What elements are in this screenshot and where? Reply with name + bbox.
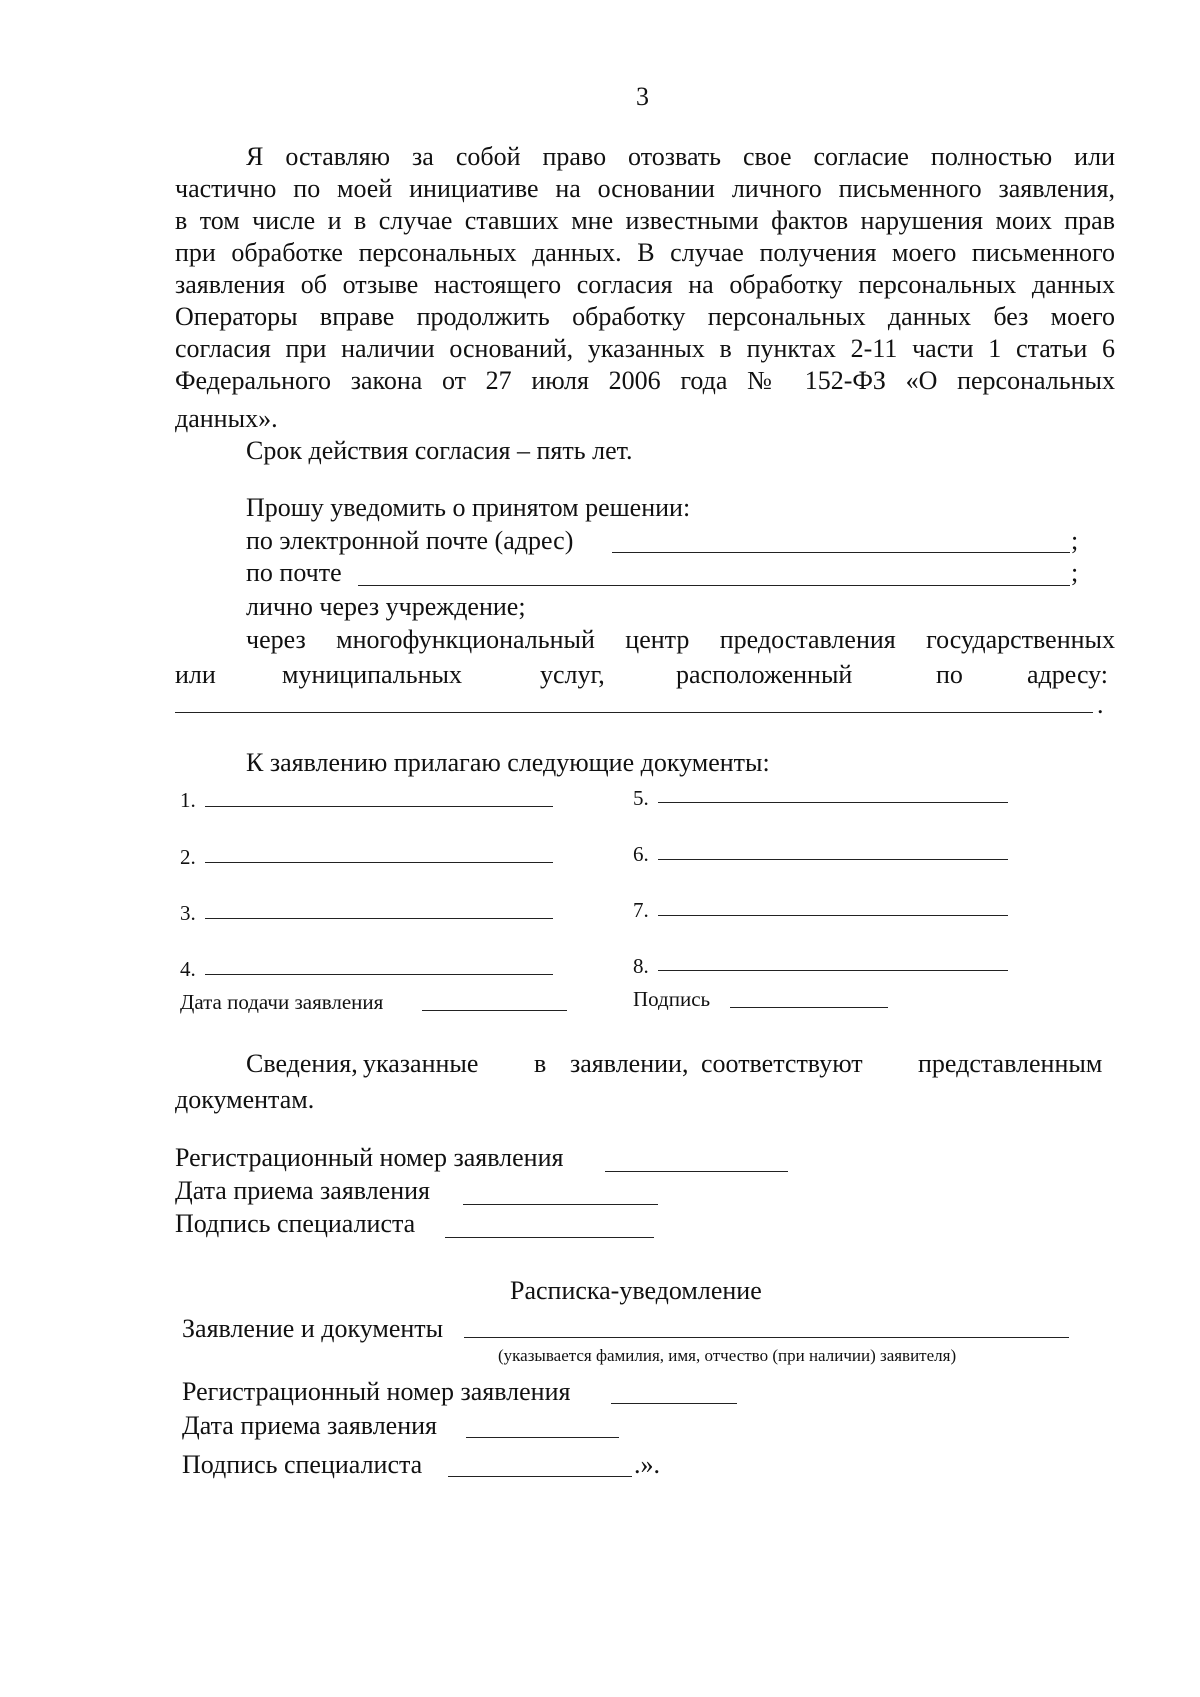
receipt-accept-date-label: Дата приема заявления <box>182 1411 438 1440</box>
mfc-word: адресу: <box>1027 660 1109 689</box>
mfc-word: или <box>175 660 216 689</box>
attachment-field-1[interactable] <box>205 806 553 807</box>
paragraph-line: частично по моей инициативе на основании личного письменного заявления, <box>175 174 1115 203</box>
attachment-number: 7. <box>633 898 649 922</box>
confirmation-word: Сведения, <box>246 1049 358 1078</box>
attachment-field-3[interactable] <box>205 918 553 919</box>
receipt-specialist-sign-field[interactable] <box>448 1476 632 1477</box>
reg-number-field[interactable] <box>605 1171 788 1172</box>
receipt-specialist-sign-label: Подпись специалиста <box>182 1450 423 1479</box>
mfc-option-line1: через многофункциональный центр предоставления государственных <box>246 625 1115 654</box>
accept-date-label: Дата приема заявления <box>175 1176 431 1205</box>
in-person-option: лично через учреждение; <box>246 592 526 621</box>
confirmation-word: представленным <box>918 1049 1103 1078</box>
attachment-field-5[interactable] <box>658 802 1008 803</box>
mfc-word: муниципальных <box>282 660 463 689</box>
attachment-number: 1. <box>180 788 196 812</box>
attachment-field-2[interactable] <box>205 862 553 863</box>
confirmation-line2: документам. <box>175 1085 315 1114</box>
attachment-number: 8. <box>633 954 649 978</box>
attachment-number: 3. <box>180 901 196 925</box>
validity-statement: Срок действия согласия – пять лет. <box>246 436 633 465</box>
paragraph-line: заявления об отзыве настоящего согласия на обработку персональных данных <box>175 270 1115 299</box>
receipt-docs-hint: (указывается фамилия, имя, отчество (при наличии) заявителя) <box>498 1346 957 1365</box>
receipt-docs-label: Заявление и документы <box>182 1314 444 1343</box>
mfc-word: услуг, <box>540 660 605 689</box>
semicolon: ; <box>1071 558 1079 587</box>
mfc-word: по <box>936 660 963 689</box>
mfc-word: расположенный <box>676 660 853 689</box>
attachment-field-4[interactable] <box>205 974 553 975</box>
specialist-sign-field[interactable] <box>445 1237 654 1238</box>
post-label: по почте <box>246 558 342 587</box>
page-number: 3 <box>636 82 649 111</box>
attachment-field-8[interactable] <box>658 970 1008 971</box>
applicant-signature-field[interactable] <box>730 1007 888 1008</box>
confirmation-word: соответствуют <box>701 1049 863 1078</box>
semicolon: ; <box>1071 526 1079 555</box>
receipt-closing: .». <box>634 1450 660 1479</box>
attachment-number: 6. <box>633 842 649 866</box>
confirmation-word: заявлении, <box>570 1049 689 1078</box>
specialist-sign-label: Подпись специалиста <box>175 1209 416 1238</box>
attachment-number: 5. <box>633 786 649 810</box>
receipt-accept-date-field[interactable] <box>466 1437 619 1438</box>
paragraph-line: при обработке персональных данных. В случае получения моего письменного <box>175 238 1115 267</box>
receipt-reg-number-field[interactable] <box>611 1403 737 1404</box>
paragraph-line: данных». <box>175 404 278 433</box>
attachment-number: 2. <box>180 845 196 869</box>
paragraph-line: в том числе и в случае ставших мне известными фактов нарушения моих прав <box>175 206 1115 235</box>
submission-date-field[interactable] <box>422 1010 567 1011</box>
receipt-title: Расписка-уведомление <box>510 1276 762 1305</box>
paragraph-line: согласия при наличии оснований, указанных в пунктах 2-11 части 1 статьи 6 <box>175 334 1115 363</box>
notify-heading: Прошу уведомить о принятом решении: <box>246 493 691 522</box>
postal-address-field[interactable] <box>358 585 1070 586</box>
applicant-signature-label: Подпись <box>633 987 711 1011</box>
paragraph-line: Федерального закона от 27 июля 2006 года № 152-ФЗ «О персональных <box>175 366 1115 395</box>
paragraph-line: Операторы вправе продолжить обработку персональных данных без моего <box>175 302 1115 331</box>
period: . <box>1097 690 1104 719</box>
attachment-field-7[interactable] <box>658 915 1008 916</box>
mfc-address-field[interactable] <box>175 712 1093 713</box>
receipt-reg-number-label: Регистрационный номер заявления <box>182 1377 571 1406</box>
email-address-field[interactable] <box>612 552 1070 553</box>
attachment-number: 4. <box>180 957 196 981</box>
paragraph-line: Я оставляю за собой право отозвать свое согласие полностью или <box>246 142 1115 171</box>
attachments-heading: К заявлению прилагаю следующие документы: <box>246 748 770 777</box>
receipt-applicant-field[interactable] <box>464 1337 1069 1338</box>
email-label: по электронной почте (адрес) <box>246 526 574 555</box>
submission-date-label: Дата подачи заявления <box>180 990 384 1014</box>
accept-date-field[interactable] <box>463 1204 658 1205</box>
confirmation-word: в <box>534 1049 547 1078</box>
confirmation-word: указанные <box>363 1049 479 1078</box>
reg-number-label: Регистрационный номер заявления <box>175 1143 564 1172</box>
attachment-field-6[interactable] <box>658 859 1008 860</box>
